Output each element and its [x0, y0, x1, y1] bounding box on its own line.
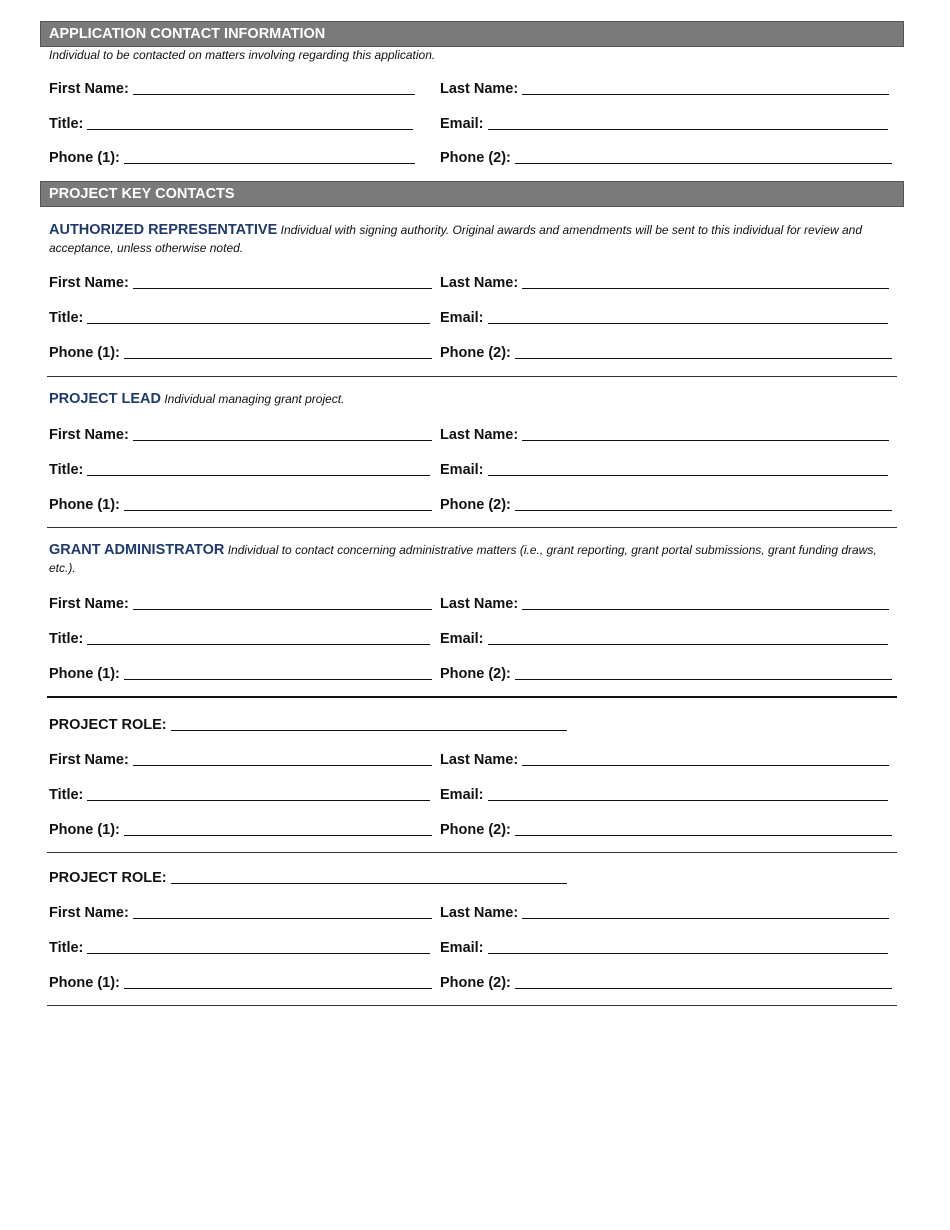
app-email-field[interactable] [440, 111, 888, 133]
role1-first-name-field[interactable] [49, 747, 432, 769]
title-label: Title: [49, 310, 84, 326]
email-label: Email: [440, 940, 484, 956]
grant-admin-heading [49, 541, 894, 577]
phone1-line[interactable] [124, 342, 432, 359]
phone1-line[interactable] [124, 494, 432, 511]
rep-last-name-field[interactable] [440, 270, 889, 292]
phone1-line[interactable] [124, 147, 415, 164]
role2-row [49, 865, 894, 887]
phone2-label: Phone (2): [440, 150, 511, 166]
phone1-label: Phone (1): [49, 497, 120, 513]
lead-email-field[interactable] [440, 457, 888, 479]
title-label: Title: [49, 631, 84, 647]
email-line[interactable] [488, 459, 888, 476]
admin-email-field[interactable] [440, 626, 888, 648]
admin-name-row [49, 591, 894, 613]
role2-title-row [49, 935, 894, 957]
lead-phone1-field[interactable] [49, 492, 432, 514]
role1-phone1-field[interactable] [49, 817, 432, 839]
lead-first-name-field[interactable] [49, 422, 432, 444]
project-key-contacts-header: PROJECT KEY CONTACTS [40, 181, 904, 207]
last-name-line[interactable] [522, 78, 889, 95]
admin-phone2-field[interactable] [440, 661, 892, 683]
admin-title-row [49, 626, 894, 648]
application-contact-header: APPLICATION CONTACT INFORMATION [40, 21, 904, 47]
rep-phone2-field[interactable] [440, 340, 892, 362]
role2-phone2-field[interactable] [440, 970, 892, 992]
section-divider [47, 527, 897, 528]
email-line[interactable] [488, 937, 888, 954]
app-title-row [49, 111, 894, 133]
phone2-line[interactable] [515, 819, 892, 836]
phone1-line[interactable] [124, 819, 432, 836]
rep-phone1-field[interactable] [49, 340, 432, 362]
admin-last-name-field[interactable] [440, 591, 889, 613]
app-phone2-field[interactable] [440, 145, 892, 167]
role1-email-field[interactable] [440, 782, 888, 804]
title-line[interactable] [87, 784, 430, 801]
role2-phone-row [49, 970, 894, 992]
last-name-line[interactable] [522, 902, 889, 919]
phone2-line[interactable] [515, 494, 892, 511]
app-phone-row [49, 145, 894, 167]
section-divider [47, 376, 897, 377]
admin-phone-row [49, 661, 894, 683]
title-line[interactable] [87, 628, 430, 645]
phone2-label: Phone (2): [440, 345, 511, 361]
role2-last-name-field[interactable] [440, 900, 889, 922]
title-label: Title: [49, 462, 84, 478]
role2-project-role-field[interactable] [49, 865, 567, 887]
role2-first-name-field[interactable] [49, 900, 432, 922]
first-name-label: First Name: [49, 596, 129, 612]
role1-name-row [49, 747, 894, 769]
application-contact-note: Individual to be contacted on matters involving regarding this application. [49, 48, 436, 62]
first-name-label: First Name: [49, 275, 129, 291]
authorized-rep-heading [49, 221, 894, 257]
title-label: Title: [49, 116, 84, 132]
phone1-line[interactable] [124, 972, 432, 989]
title-label: Title: [49, 787, 84, 803]
phone1-label: Phone (1): [49, 822, 120, 838]
role1-title-row [49, 782, 894, 804]
email-line[interactable] [488, 784, 888, 801]
rep-name-row [49, 270, 894, 292]
section-divider [47, 1005, 897, 1006]
last-name-label: Last Name: [440, 427, 519, 443]
first-name-label: First Name: [49, 905, 129, 921]
email-label: Email: [440, 787, 484, 803]
admin-phone1-field[interactable] [49, 661, 432, 683]
first-name-line[interactable] [133, 272, 432, 289]
title-line[interactable] [87, 113, 413, 130]
phone2-line[interactable] [515, 663, 892, 680]
email-label: Email: [440, 310, 484, 326]
admin-title-field[interactable] [49, 626, 430, 648]
phone1-label: Phone (1): [49, 975, 120, 991]
phone2-line[interactable] [515, 147, 892, 164]
lead-phone2-field[interactable] [440, 492, 892, 514]
first-name-line[interactable] [133, 902, 432, 919]
project-lead-desc: Individual managing grant project. [164, 392, 345, 406]
first-name-line[interactable] [133, 78, 415, 95]
title-label: Title: [49, 940, 84, 956]
first-name-line[interactable] [133, 749, 432, 766]
first-name-line[interactable] [133, 424, 432, 441]
last-name-line[interactable] [522, 593, 889, 610]
lead-title-row [49, 457, 894, 479]
title-line[interactable] [87, 937, 430, 954]
phone2-line[interactable] [515, 342, 892, 359]
role2-email-field[interactable] [440, 935, 888, 957]
email-line[interactable] [488, 307, 888, 324]
email-label: Email: [440, 116, 484, 132]
authorized-rep-title: AUTHORIZED REPRESENTATIVE [49, 222, 278, 238]
rep-email-field[interactable] [440, 305, 888, 327]
role2-phone1-field[interactable] [49, 970, 432, 992]
section-divider-thick [47, 696, 897, 698]
project-role-line[interactable] [171, 867, 567, 884]
phone2-label: Phone (2): [440, 975, 511, 991]
app-title-field[interactable] [49, 111, 413, 133]
role1-title-field[interactable] [49, 782, 430, 804]
rep-first-name-field[interactable] [49, 270, 432, 292]
last-name-line[interactable] [522, 272, 889, 289]
role2-name-row [49, 900, 894, 922]
project-role-line[interactable] [171, 714, 567, 731]
first-name-line[interactable] [133, 593, 432, 610]
last-name-label: Last Name: [440, 275, 519, 291]
project-lead-title: PROJECT LEAD [49, 391, 161, 407]
title-line[interactable] [87, 459, 430, 476]
first-name-label: First Name: [49, 427, 129, 443]
lead-phone-row [49, 492, 894, 514]
app-first-name-field[interactable] [49, 76, 415, 98]
role1-phone2-field[interactable] [440, 817, 892, 839]
role1-project-role-field[interactable] [49, 712, 567, 734]
phone1-line[interactable] [124, 663, 432, 680]
email-label: Email: [440, 462, 484, 478]
email-line[interactable] [488, 113, 888, 130]
lead-name-row [49, 422, 894, 444]
role1-last-name-field[interactable] [440, 747, 889, 769]
phone1-label: Phone (1): [49, 666, 120, 682]
rep-phone-row [49, 340, 894, 362]
authorized-rep-desc: Individual with signing authority. Original awards and amendments will be sent to this individual for review and acceptance, unless otherwise noted. [49, 223, 863, 255]
phone2-label: Phone (2): [440, 666, 511, 682]
app-name-row [49, 76, 894, 98]
title-line[interactable] [87, 307, 430, 324]
last-name-line[interactable] [522, 749, 889, 766]
role1-phone-row [49, 817, 894, 839]
last-name-label: Last Name: [440, 596, 519, 612]
role1-row [49, 712, 894, 734]
last-name-line[interactable] [522, 424, 889, 441]
first-name-label: First Name: [49, 752, 129, 768]
phone2-label: Phone (2): [440, 497, 511, 513]
last-name-label: Last Name: [440, 752, 519, 768]
grant-admin-desc: Individual to contact concerning administrative matters (i.e., grant reporting, grant portal submissions, grant funding draws, etc.). [49, 543, 877, 575]
phone1-label: Phone (1): [49, 345, 120, 361]
phone2-label: Phone (2): [440, 822, 511, 838]
phone1-label: Phone (1): [49, 150, 120, 166]
project-role-label: PROJECT ROLE: [49, 717, 167, 733]
admin-first-name-field[interactable] [49, 591, 432, 613]
email-label: Email: [440, 631, 484, 647]
section-divider [47, 852, 897, 853]
project-role-label: PROJECT ROLE: [49, 870, 167, 886]
app-last-name-field[interactable] [440, 76, 889, 98]
app-phone1-field[interactable] [49, 145, 415, 167]
last-name-label: Last Name: [440, 81, 519, 97]
rep-title-field[interactable] [49, 305, 430, 327]
phone2-line[interactable] [515, 972, 892, 989]
first-name-label: First Name: [49, 81, 129, 97]
grant-admin-title: GRANT ADMINISTRATOR [49, 542, 225, 558]
lead-last-name-field[interactable] [440, 422, 889, 444]
email-line[interactable] [488, 628, 888, 645]
lead-title-field[interactable] [49, 457, 430, 479]
last-name-label: Last Name: [440, 905, 519, 921]
role2-title-field[interactable] [49, 935, 430, 957]
project-lead-heading [49, 390, 894, 408]
rep-title-row [49, 305, 894, 327]
